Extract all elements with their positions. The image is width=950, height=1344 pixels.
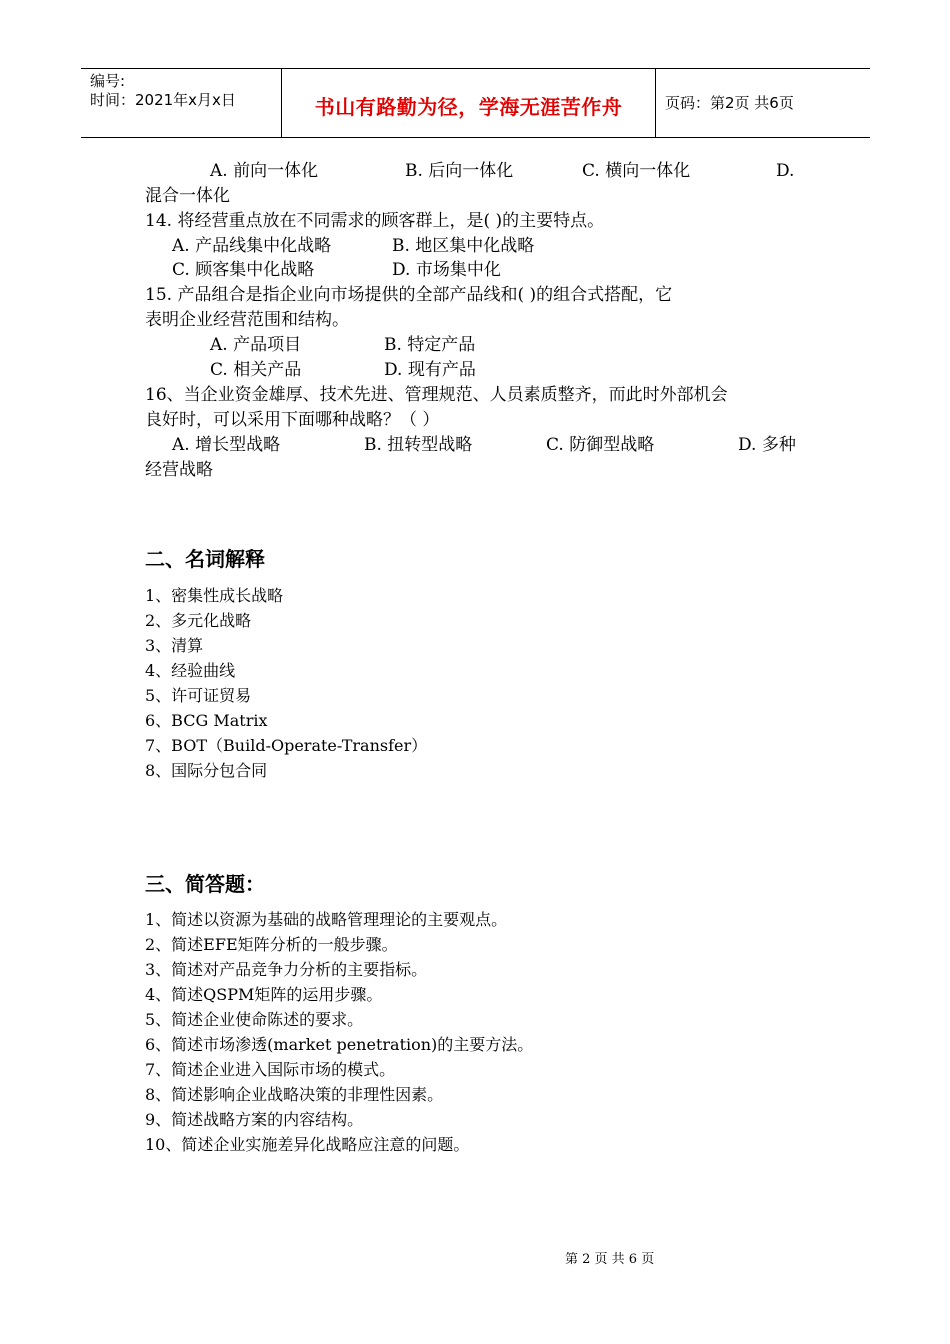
- list-item: 7、BOT（Build-Operate-Transfer）: [145, 736, 428, 755]
- q15-option-c: C. 相关产品: [210, 360, 302, 380]
- q15-option-d: D. 现有产品: [384, 360, 476, 380]
- q15-option-a: A. 产品项目: [210, 335, 302, 355]
- list-item: 4、简述QSPM矩阵的运用步骤。: [145, 985, 383, 1004]
- q16-option-b: B. 扭转型战略: [364, 435, 473, 455]
- q16-option-a: A. 增长型战略: [172, 435, 281, 455]
- q16-option-d: D. 多种: [738, 435, 796, 455]
- q14-option-b: B. 地区集中化战略: [392, 236, 535, 256]
- list-item: 2、多元化战略: [145, 611, 252, 630]
- q16-option-d-cont: 经营战略: [145, 460, 213, 480]
- list-item: 4、经验曲线: [145, 661, 236, 680]
- q13-option-a: A. 前向一体化: [210, 161, 319, 181]
- q14-stem: 14. 将经营重点放在不同需求的顾客群上，是( )的主要特点。: [145, 211, 605, 231]
- q13-option-b: B. 后向一体化: [405, 161, 514, 181]
- q16-stem-line1: 16、当企业资金雄厚、技术先进、管理规范、人员素质整齐，而此时外部机会: [145, 385, 728, 405]
- motto: 书山有路勤为径，学海无涯苦作舟: [314, 95, 623, 119]
- q14-option-d: D. 市场集中化: [392, 260, 501, 280]
- list-item: 7、简述企业进入国际市场的模式。: [145, 1060, 396, 1079]
- page-code: 页码：第2页 共6页: [665, 94, 794, 112]
- q14-option-a: A. 产品线集中化战略: [172, 236, 332, 256]
- list-item: 10、简述企业实施差异化战略应注意的问题。: [145, 1135, 470, 1154]
- list-item: 9、简述战略方案的内容结构。: [145, 1110, 364, 1129]
- list-item: 5、许可证贸易: [145, 686, 252, 705]
- q16-stem-line2: 良好时，可以采用下面哪种战略？（ ）: [145, 410, 440, 430]
- list-item: 5、简述企业使命陈述的要求。: [145, 1010, 364, 1029]
- header-table: [81, 68, 870, 138]
- list-item: 6、简述市场渗透(market penetration)的主要方法。: [145, 1035, 534, 1054]
- q13-option-c: C. 横向一体化: [582, 161, 691, 181]
- q13-option-d: D.: [776, 161, 795, 181]
- list-item: 1、简述以资源为基础的战略管理理论的主要观点。: [145, 910, 508, 929]
- section-title-short-answer: 三、简答题：: [145, 872, 265, 896]
- page-footer: 第 2 页 共 6 页: [565, 1252, 655, 1267]
- q15-option-b: B. 特定产品: [384, 335, 476, 355]
- doc-time-label: 时间：2021年x月x日: [90, 91, 236, 109]
- q13-option-d-cont: 混合一体化: [145, 186, 230, 206]
- list-item: 3、清算: [145, 636, 204, 655]
- list-item: 3、简述对产品竞争力分析的主要指标。: [145, 960, 428, 979]
- section-title-terms: 二、名词解释: [145, 547, 265, 571]
- list-item: 1、密集性成长战略: [145, 586, 284, 605]
- q14-option-c: C. 顾客集中化战略: [172, 260, 315, 280]
- q15-stem-line1: 15. 产品组合是指企业向市场提供的全部产品线和( )的组合式搭配，它: [145, 285, 673, 305]
- list-item: 2、简述EFE矩阵分析的一般步骤。: [145, 935, 398, 954]
- list-item: 6、BCG Matrix: [145, 711, 268, 730]
- q15-stem-line2: 表明企业经营范围和结构。: [145, 310, 349, 330]
- doc-number-label: 编号:: [90, 72, 126, 90]
- list-item: 8、国际分包合同: [145, 761, 268, 780]
- q16-option-c: C. 防御型战略: [546, 435, 655, 455]
- list-item: 8、简述影响企业战略决策的非理性因素。: [145, 1085, 444, 1104]
